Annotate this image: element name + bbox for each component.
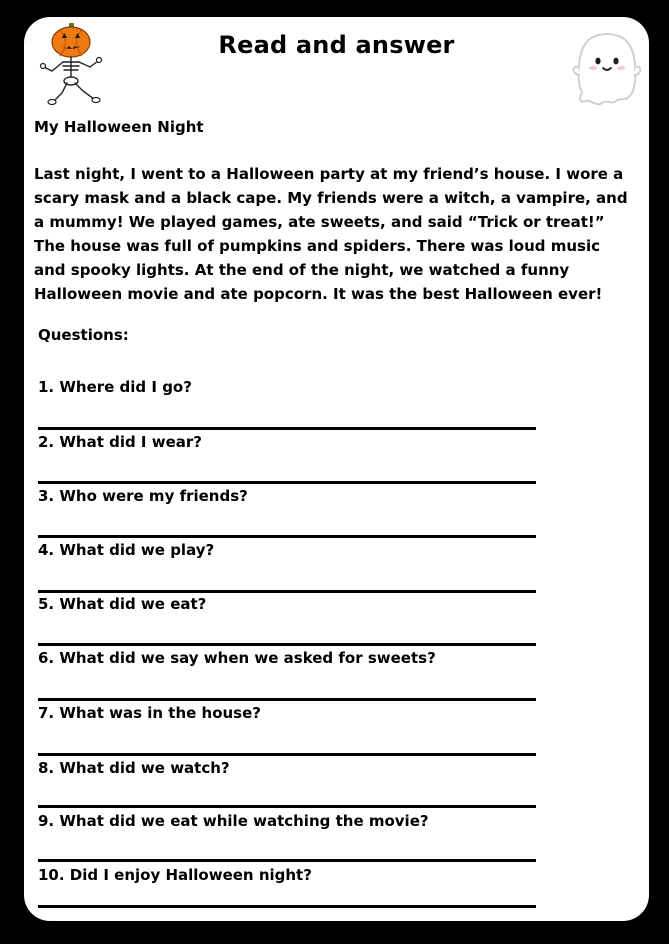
question-3: 3. Who were my friends? bbox=[38, 487, 248, 505]
answer-line-8[interactable] bbox=[38, 805, 536, 808]
question-9: 9. What did we eat while watching the movie? bbox=[38, 812, 429, 830]
question-1: 1. Where did I go? bbox=[38, 378, 192, 396]
ghost-icon bbox=[568, 23, 646, 107]
answer-line-10[interactable] bbox=[38, 905, 536, 908]
question-10: 10. Did I enjoy Halloween night? bbox=[38, 866, 312, 884]
questions-heading: Questions: bbox=[38, 326, 129, 344]
answer-line-2[interactable] bbox=[38, 481, 536, 484]
question-7: 7. What was in the house? bbox=[38, 704, 261, 722]
answer-line-1[interactable] bbox=[38, 427, 536, 430]
story-text: Last night, I went to a Halloween party at my friend’s house. I wore a scary mask and a black cape. My friends were a witch, a vampire, and a mummy! We played games, ate sweets, and said “Trick or treat!” The house was full of pumpkins and spiders. There was loud music and spooky lights. At the end of the night, we watched a funny Halloween movie and ate popcorn. It was the best Halloween ever! bbox=[34, 165, 628, 303]
answer-line-9[interactable] bbox=[38, 859, 536, 862]
worksheet-page bbox=[24, 17, 649, 921]
question-4: 4. What did we play? bbox=[38, 541, 215, 559]
answer-line-7[interactable] bbox=[38, 753, 536, 756]
question-2: 2. What did I wear? bbox=[38, 433, 202, 451]
question-8: 8. What did we watch? bbox=[38, 759, 230, 777]
answer-line-5[interactable] bbox=[38, 643, 536, 646]
question-6: 6. What did we say when we asked for sweets? bbox=[38, 649, 436, 667]
answer-line-3[interactable] bbox=[38, 535, 536, 538]
story-title: My Halloween Night bbox=[34, 118, 204, 136]
answer-line-4[interactable] bbox=[38, 590, 536, 593]
question-5: 5. What did we eat? bbox=[38, 595, 207, 613]
answer-line-6[interactable] bbox=[38, 698, 536, 701]
page-title: Read and answer bbox=[218, 31, 455, 59]
